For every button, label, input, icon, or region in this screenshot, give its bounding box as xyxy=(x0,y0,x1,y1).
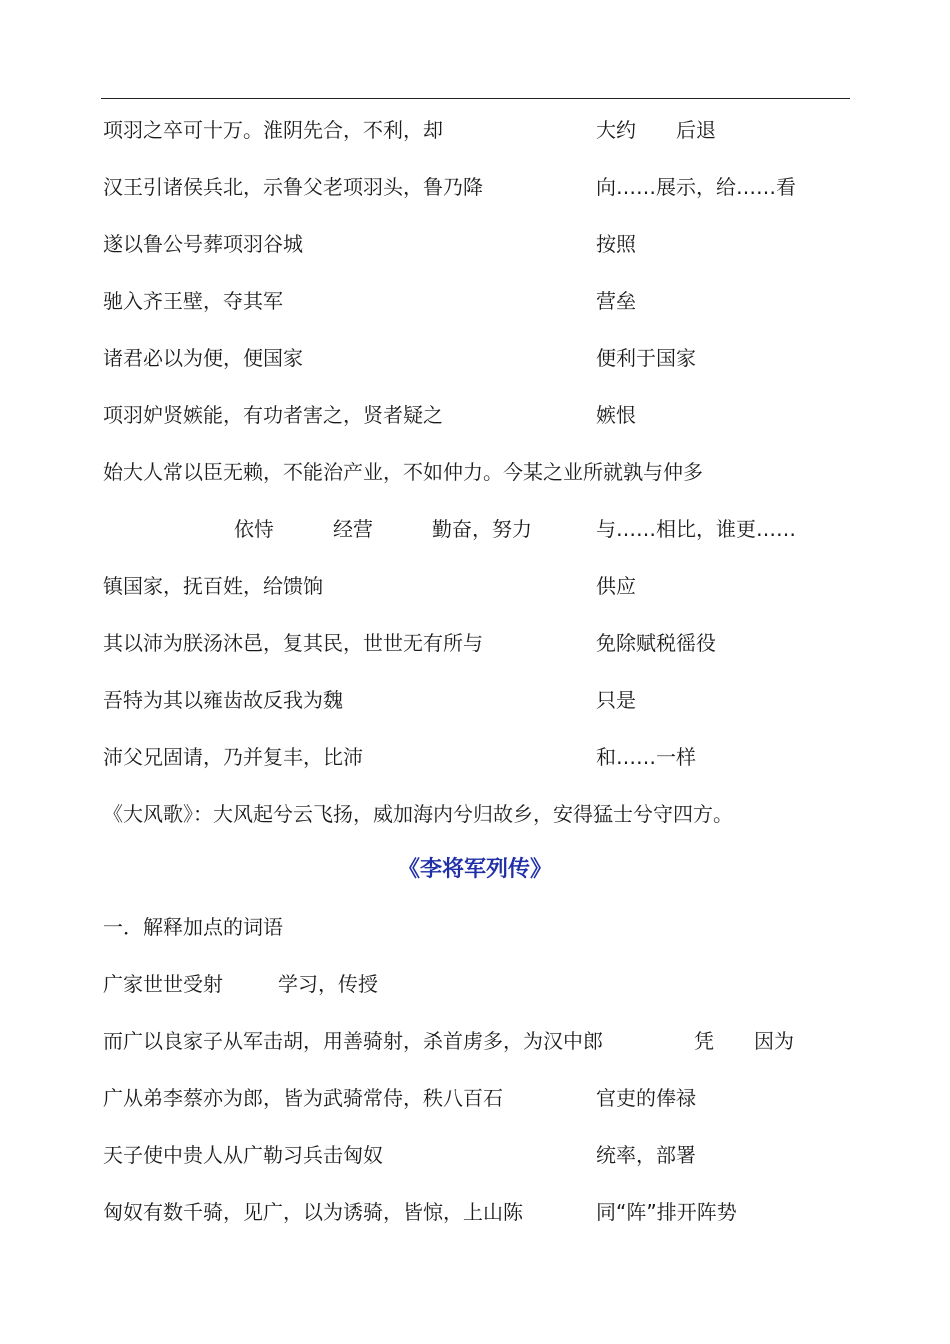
sentence: 汉王引诸侯兵北，示鲁父老项羽头，鲁乃降 xyxy=(103,175,483,199)
sentence: 始大人常以臣无赖，不能治产业，不如仲力。今某之业所就孰与仲多 xyxy=(103,460,703,484)
sentence: 驰入齐王壁，夺其军 xyxy=(103,289,283,313)
section-title: 《李将军列传》 xyxy=(397,857,552,882)
sentence: 广从弟李蔡亦为郎，皆为武骑常侍，秩八百石 xyxy=(103,1086,503,1110)
sentence: 沛父兄固请，乃并复丰，比沛 xyxy=(103,745,363,769)
sentence: 遂以鲁公号葬项羽谷城 xyxy=(103,232,303,256)
gloss: 依恃 xyxy=(234,517,274,541)
gloss: 按照 xyxy=(596,232,636,256)
sentence: 匈奴有数千骑，见广，以为诱骑，皆惊，上山陈 xyxy=(103,1200,523,1224)
sentence: 而广以良家子从军击胡，用善骑射，杀首虏多，为汉中郎 xyxy=(103,1029,603,1053)
gloss: 同“阵”排开阵势 xyxy=(596,1200,737,1224)
gloss: 学习，传授 xyxy=(278,972,378,996)
gloss: 官吏的俸禄 xyxy=(596,1086,696,1110)
gloss: 和……一样 xyxy=(596,745,696,769)
task-heading: 一．解释加点的词语 xyxy=(103,915,283,939)
sentence: 镇国家，抚百姓，给馈饷 xyxy=(103,574,323,598)
gloss: 只是 xyxy=(596,688,636,712)
sentence: 诸君必以为便，便国家 xyxy=(103,346,303,370)
gloss: 凭 因为 xyxy=(694,1029,794,1053)
gloss: 向……展示，给……看 xyxy=(596,175,796,199)
sentence: 天子使中贵人从广勒习兵击匈奴 xyxy=(103,1143,383,1167)
sentence: 吾特为其以雍齿故反我为魏 xyxy=(103,688,343,712)
poem: 《大风歌》：大风起兮云飞扬，威加海内兮归故乡，安得猛士兮守四方。 xyxy=(103,802,733,826)
gloss: 供应 xyxy=(596,574,636,598)
sentence: 项羽妒贤嫉能，有功者害之，贤者疑之 xyxy=(103,403,443,427)
gloss: 勤奋，努力 xyxy=(432,517,532,541)
gloss: 经营 xyxy=(333,517,373,541)
gloss: 营垒 xyxy=(596,289,636,313)
gloss: 便利于国家 xyxy=(596,346,696,370)
sentence: 其以沛为朕汤沐邑，复其民，世世无有所与 xyxy=(103,631,483,655)
header-rule xyxy=(101,98,850,99)
gloss: 免除赋税徭役 xyxy=(596,631,716,655)
gloss: 大约 后退 xyxy=(596,118,716,142)
gloss: 与……相比，谁更…… xyxy=(596,517,796,541)
sentence: 广家世世受射 xyxy=(103,972,223,996)
gloss: 嫉恨 xyxy=(596,403,636,427)
sentence: 项羽之卒可十万。淮阴先合，不利，却 xyxy=(103,118,443,142)
gloss: 统率，部署 xyxy=(596,1143,696,1167)
